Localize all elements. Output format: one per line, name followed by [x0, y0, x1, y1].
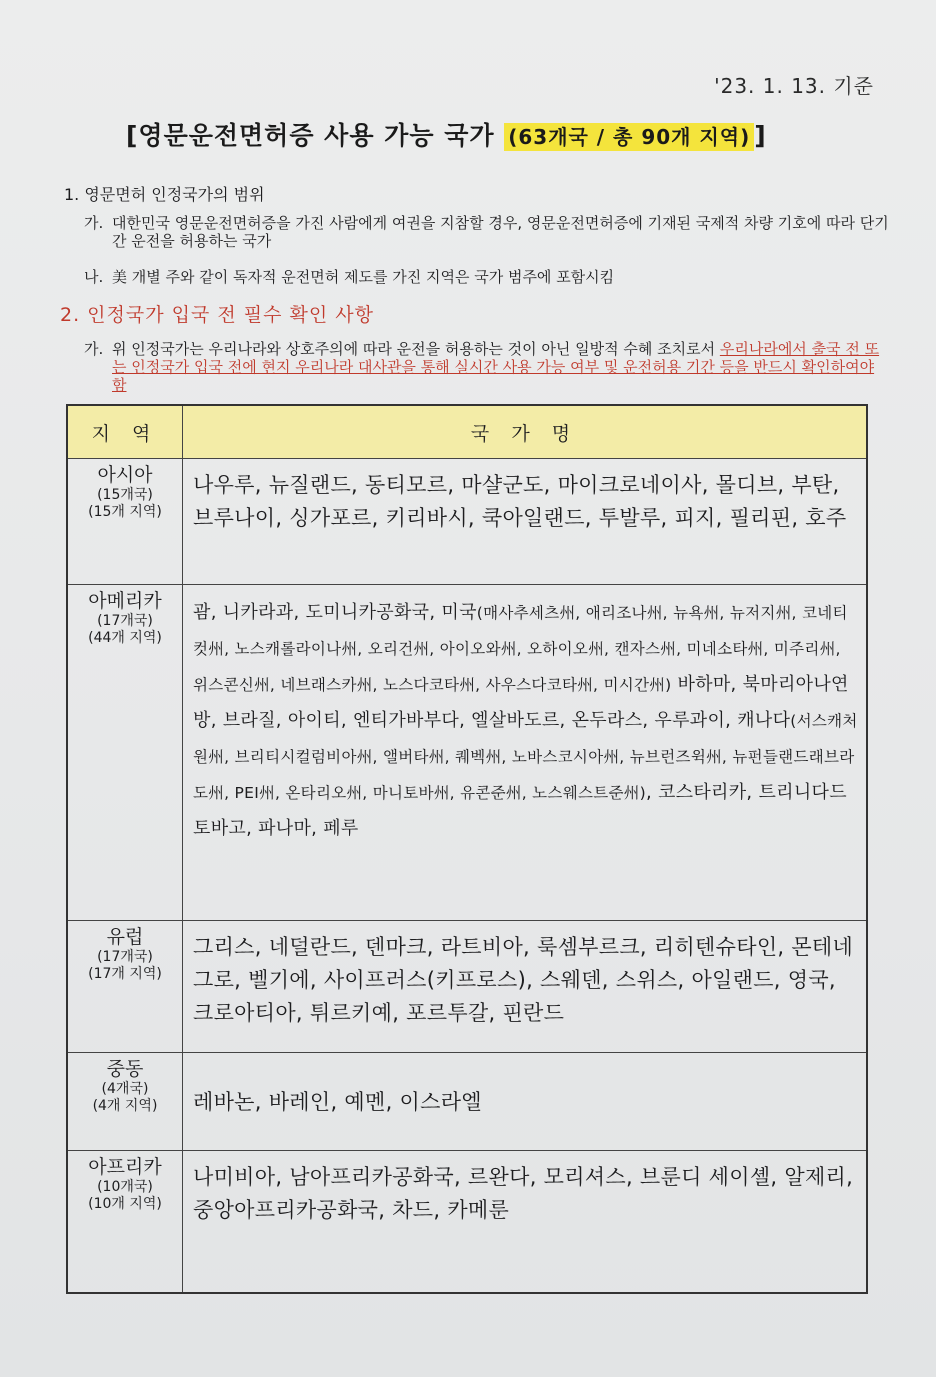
table-row-europe	[67, 921, 867, 1053]
section1-item-a-num: 가.	[84, 214, 104, 232]
header-region: 지 역	[67, 405, 183, 459]
region-name: 중동	[106, 1058, 144, 1080]
header-countries: 국 가 명	[183, 405, 868, 459]
table-row-middle-east	[67, 1053, 867, 1151]
countries-cell-africa: 나미비아, 남아프리카공화국, 르완다, 모리셔스, 브룬디 세이셸, 알제리, 중앙아프리카공화국, 차드, 카메룬	[183, 1151, 868, 1293]
region-cell-america	[67, 585, 183, 921]
region-cell-europe	[67, 921, 183, 1053]
region-name: 아메리카	[88, 590, 162, 612]
region-name: 유럽	[106, 926, 144, 948]
region-name: 아시아	[97, 464, 153, 486]
section2-item-a-warning: 우리나라에서 출국 전 또는 인정국가 입국 전에 현지 우리나라 대사관을 통해 실시간 사용 가능 여부 및 운전허용 기간 등을 반드시 확인하여야 함	[112, 340, 880, 394]
america-countries-c: , 코스타리카, 트리니다드토바고, 파나마, 페루	[193, 782, 847, 839]
region-area-count: (44개 지역)	[88, 630, 162, 646]
section1-item-a-text: 대한민국 영문운전면허증을 가진 사람에게 여권을 지참할 경우, 영문운전면허증에 기재된 국제적 차량 기호에 따라 단기간 운전을 허용하는 국가	[112, 214, 889, 250]
table-row-america	[67, 585, 867, 921]
region-country-count: (4개국)	[101, 1081, 149, 1097]
section1-heading: 1. 영문면허 인정국가의 범위	[64, 185, 265, 204]
us-states-list: (매사추세츠州, 애리조나州, 뉴욕州, 뉴저지州, 코네티컷州, 노스캐롤라이나州, 오리건州, 아이오와州, 오하이오州, 캔자스州, 미네소타州, 미주리州, 위스콘신州, 네브래스카州, 노스다코타州, 사우스다코타州, 미시간州)	[193, 604, 848, 694]
section1-item-b-num: 나.	[84, 268, 104, 286]
region-area-count: (17개 지역)	[88, 966, 162, 982]
america-countries-b: 바하마, 북마리아나연방, 브라질, 아이티, 엔티가바부다, 엘살바도르, 온두라스, 우루과이, 캐나다	[193, 674, 849, 731]
section1-item-a	[84, 214, 889, 250]
region-cell-asia	[67, 459, 183, 585]
countries-cell-europe: 그리스, 네덜란드, 덴마크, 라트비아, 룩셈부르크, 리히텐슈타인, 몬테네그로, 벨기에, 사이프러스(키프로스), 스웨덴, 스위스, 아일랜드, 영국, 크로아티아, 튀르키예, 포르투갈, 핀란드	[183, 921, 868, 1053]
region-area-count: (4개 지역)	[92, 1098, 158, 1114]
section2-heading: 2. 인정국가 입국 전 필수 확인 사항	[60, 304, 374, 326]
region-country-count: (17개국)	[97, 613, 153, 629]
table-header-row	[67, 405, 867, 459]
reference-date: '23. 1. 13. 기준	[714, 74, 874, 98]
section2-item-a-num: 가.	[84, 340, 104, 358]
region-area-count: (15개 지역)	[88, 504, 162, 520]
region-country-count: (17개국)	[97, 949, 153, 965]
countries-cell-middle-east: 레바논, 바레인, 예멘, 이스라엘	[183, 1053, 868, 1151]
region-area-count: (10개 지역)	[88, 1196, 162, 1212]
countries-cell-america	[183, 585, 868, 921]
section1-item-b-text: 美 개별 주와 같이 독자적 운전면허 제도를 가진 지역은 국가 범주에 포함시킴	[112, 268, 615, 286]
title-main: [영문운전면허증 사용 가능 국가	[126, 121, 495, 150]
table-row-africa	[67, 1151, 867, 1293]
title-close: ]	[754, 121, 767, 150]
region-country-count: (10개국)	[97, 1179, 153, 1195]
section2-item-a-plain: 위 인정국가는 우리나라와 상호주의에 따라 운전을 허용하는 것이 아닌 일방적 수혜 조치로서	[112, 340, 716, 358]
region-cell-africa	[67, 1151, 183, 1293]
document-title	[126, 116, 767, 152]
region-name: 아프리카	[88, 1156, 162, 1178]
section1-item-b	[84, 266, 614, 287]
section2-item-a	[84, 340, 884, 394]
title-highlight: (63개국 / 총 90개 지역)	[504, 123, 754, 151]
section2-item-a-body	[112, 340, 882, 394]
region-cell-middle-east	[67, 1053, 183, 1151]
canada-provinces-list: (서스캐처원州, 브리티시컬럼비아州, 앨버타州, 퀘벡州, 노바스코시아州, 뉴브런즈윅州, 뉴펀들랜드래브라도州, PEI州, 온타리오州, 마니토바州, 유콘준州, 노스웨스트준州)	[193, 712, 858, 802]
country-table	[66, 404, 868, 1294]
america-countries-a: 괌, 니카라과, 도미니카공화국, 미국	[193, 602, 477, 623]
region-country-count: (15개국)	[97, 487, 153, 503]
table-row-asia	[67, 459, 867, 585]
countries-cell-asia: 나우루, 뉴질랜드, 동티모르, 마샬군도, 마이크로네이사, 몰디브, 부탄, 브루나이, 싱가포르, 키리바시, 쿡아일랜드, 투발루, 피지, 필리핀, 호주	[183, 459, 868, 585]
